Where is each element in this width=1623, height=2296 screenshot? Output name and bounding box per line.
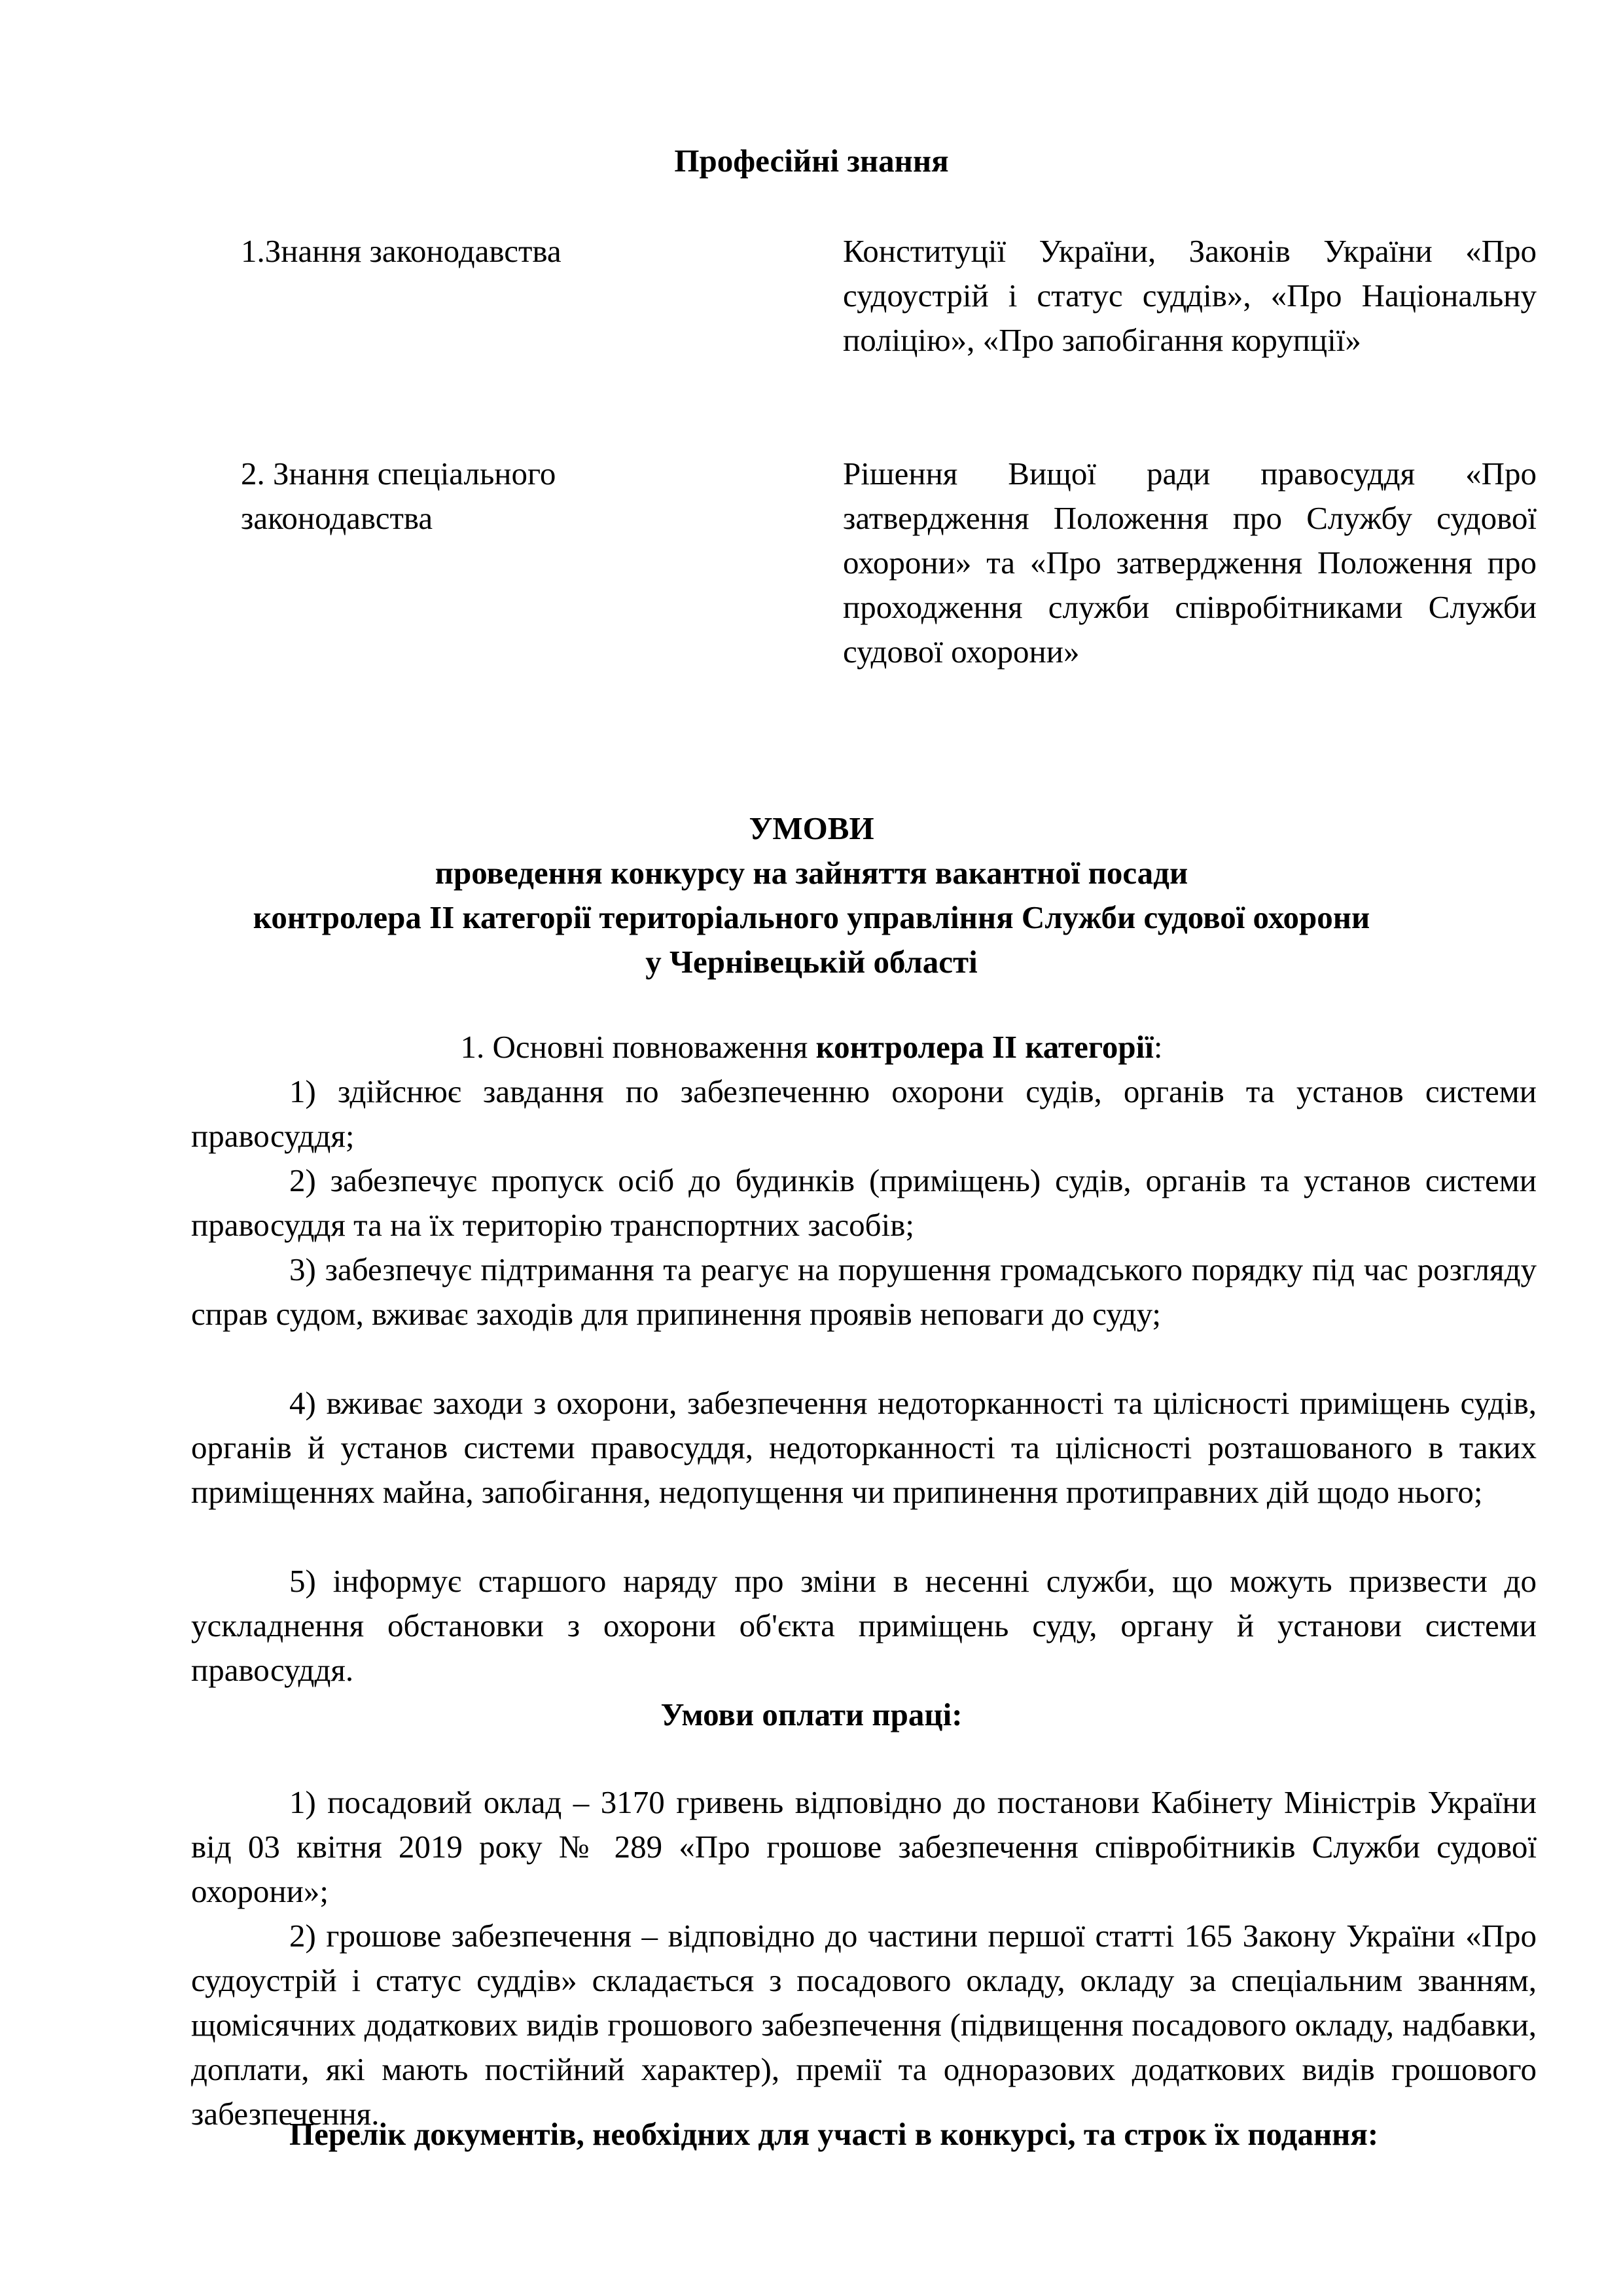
documents-heading: Перелік документів, необхідних для участі в конкурсі, та строк їх подання: (289, 2116, 1379, 2152)
pay-item-2: 2) грошове забезпечення – відповідно до частини першої статті 165 Закону України «Про судоустрій і статус суддів» складається з посадового окладу, окладу за спеціальним званням, щомісячних додаткових видів грошового забезпечення (підвищення посадового окладу, надбавки, доплати, які мають постійний характер), премії та одноразових додаткових видів грошового забезпечення. (191, 1918, 1537, 2132)
powers-intro-position: контролера ІІ категорії (815, 1029, 1154, 1065)
knowledge-text-2: Рішення Вищої ради правосуддя «Про затвердження Положення про Службу судової охорони» та «Про затвердження Положення про проходження служби співробітниками Служби судової охорони» (843, 456, 1537, 670)
powers-intro-text: 1. Основні повноваження (460, 1029, 816, 1065)
conditions-title-line-4: у Чернівецькій області (645, 944, 978, 980)
conditions-title (131, 806, 1492, 984)
power-item-2: 2) забезпечує пропуск осіб до будинків (приміщень) судів, органів та установ системи правосуддя та на їх територію транспортних засобів; (191, 1162, 1537, 1243)
knowledge-label-2: 2. Знання спеціального законодавства (241, 456, 556, 536)
conditions-title-line-3: контролера ІІ категорії територіального управління Служби судової охорони (253, 899, 1370, 935)
conditions-title-line-2: проведення конкурсу на зайняття вакантної посади (435, 855, 1188, 891)
power-item-3: 3) забезпечує підтримання та реагує на порушення громадського порядку під час розгляду справ судом, вживає заходів для припинення проявів неповаги до суду; (191, 1251, 1537, 1332)
knowledge-text-1: Конституції України, Законів України «Про судоустрій і статус суддів», «Про Національну поліцію», «Про запобігання корупції» (843, 233, 1537, 358)
power-item-1: 1) здійснює завдання по забезпеченню охорони судів, органів та установ системи правосуддя; (191, 1073, 1537, 1154)
pay-item-1: 1) посадовий оклад – 3170 гривень відповідно до постанови Кабінету Міністрів України від 03 квітня 2019 року № 289 «Про грошове забезпечення співробітників Служби судової охорони»; (191, 1784, 1537, 1909)
power-item-5: 5) інформує старшого наряду про зміни в несенні служби, що можуть призвести до ускладнення обстановки з охорони об'єкта приміщень суду, органу й установи системи правосуддя. (191, 1563, 1537, 1688)
pay-conditions-heading: Умови оплати праці: (660, 1696, 963, 1732)
professional-knowledge-heading: Професійні знання (674, 143, 949, 179)
power-item-4: 4) вживає заходи з охорони, забезпечення недоторканності та цілісності приміщень судів, органів й установ системи правосуддя, недоторканності та цілісності розташованого в таких приміщеннях майна, запобігання, недопущення чи припинення протиправних дій щодо нього; (191, 1385, 1537, 1510)
conditions-title-line-1: УМОВИ (749, 810, 874, 846)
powers-intro (131, 1025, 1492, 1069)
knowledge-label-1: 1.Знання законодавства (241, 233, 562, 269)
powers-intro-colon: : (1153, 1029, 1163, 1065)
